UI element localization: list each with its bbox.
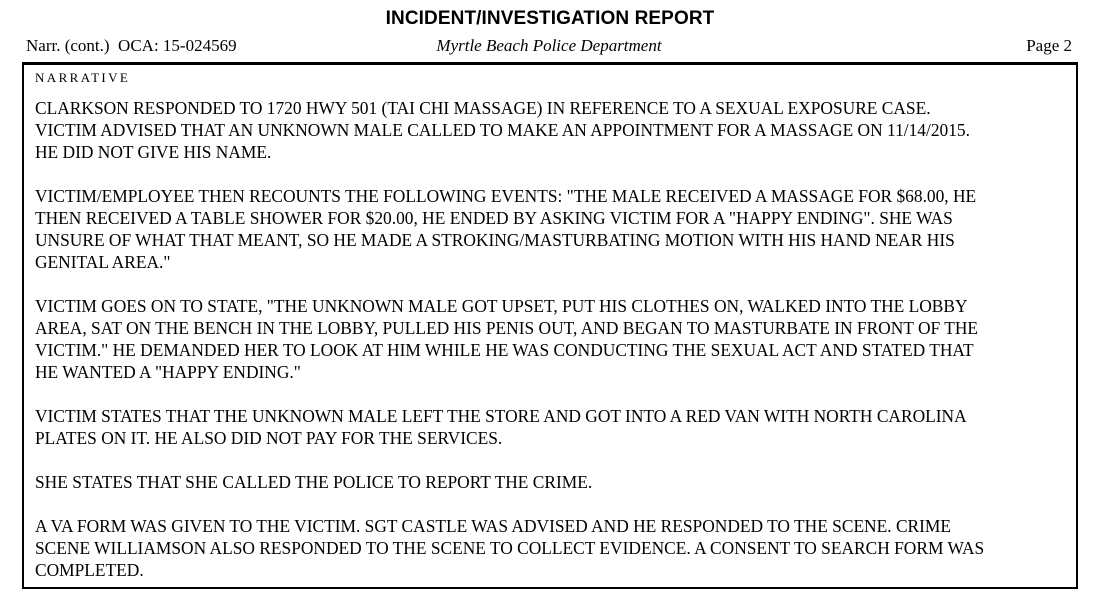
case-number: Narr. (cont.) OCA: 15-024569 bbox=[26, 36, 237, 55]
report-subheader bbox=[26, 36, 1072, 60]
narrative-paragraph-4: VICTIM STATES THAT THE UNKNOWN MALE LEFT THE STORE AND GOT INTO A RED VAN WITH NORTH CAROLINA PLATES ON IT. HE ALSO DID NOT PAY FOR THE SERVICES. bbox=[35, 406, 967, 448]
page-number: Page 2 bbox=[1026, 36, 1072, 55]
narrative-paragraph-5: SHE STATES THAT SHE CALLED THE POLICE TO REPORT THE CRIME. bbox=[35, 472, 593, 492]
narrative-text bbox=[35, 97, 1075, 581]
narrative-label: NARRATIVE bbox=[35, 70, 131, 85]
narrative-paragraph-3: VICTIM GOES ON TO STATE, "THE UNKNOWN MALE GOT UPSET, PUT HIS CLOTHES ON, WALKED INTO THE LOBBY AREA, SAT ON THE BENCH IN THE LOBBY, PULLED HIS PENIS OUT, AND BEGAN TO MASTURBATE IN FRONT OF THE VICTIM." HE DEMANDED HER TO LOOK AT HIM WHILE HE WAS CONDUCTING THE SEXUAL ACT AND STATED THAT HE WANTED A "HAPPY ENDING." bbox=[35, 296, 979, 382]
department-name: Myrtle Beach Police Department bbox=[436, 36, 662, 55]
narrative-paragraph-1: CLARKSON RESPONDED TO 1720 HWY 501 (TAI CHI MASSAGE) IN REFERENCE TO A SEXUAL EXPOSURE CASE. VICTIM ADVISED THAT AN UNKNOWN MALE CALLED TO MAKE AN APPOINTMENT FOR A MASSAGE ON 11/14/2015. HE DID NOT GIVE HIS NAME. bbox=[35, 98, 970, 162]
narrative-paragraph-6: A VA FORM WAS GIVEN TO THE VICTIM. SGT CASTLE WAS ADVISED AND HE RESPONDED TO THE SCENE. CRIME SCENE WILLIAMSON ALSO RESPONDED TO THE SCENE TO COLLECT EVIDENCE. A CONSENT TO SEARCH FORM WAS COMPLETED. bbox=[35, 516, 985, 580]
narrative-paragraph-2: VICTIM/EMPLOYEE THEN RECOUNTS THE FOLLOWING EVENTS: "THE MALE RECEIVED A MASSAGE FOR $68.00, HE THEN RECEIVED A TABLE SHOWER FOR $20.00, HE ENDED BY ASKING VICTIM FOR A "HAPPY ENDING". SHE WAS UNSURE OF WHAT THAT MEANT, SO HE MADE A STROKING/MASTURBATING MOTION WITH HIS HAND NEAR HIS GENITAL AREA." bbox=[35, 186, 977, 272]
report-title: INCIDENT/INVESTIGATION REPORT bbox=[385, 8, 715, 29]
narrative-box bbox=[22, 62, 1078, 589]
